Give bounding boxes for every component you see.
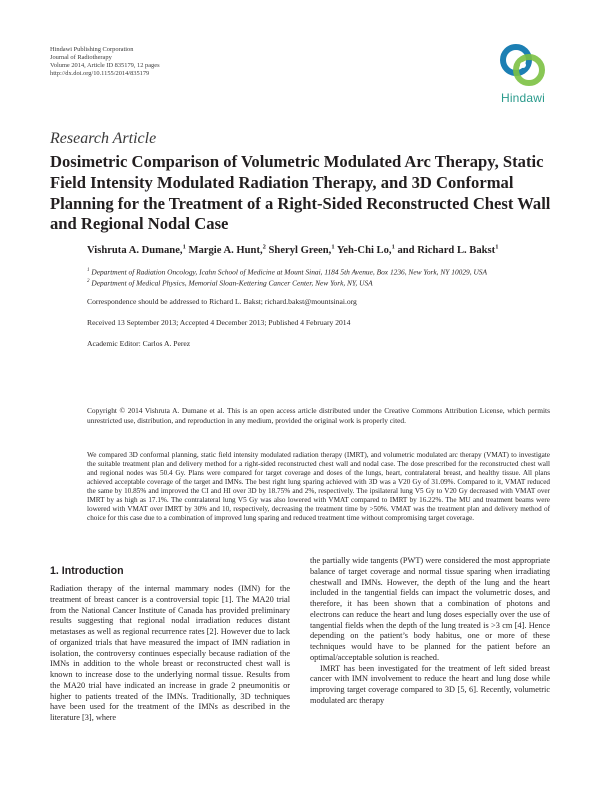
- author: Margie A. Hunt,$^2$: [188, 243, 266, 256]
- abstract: We compared 3D conformal planning, static field intensity modulated radiation therapy (IMRT), and volumetric modulated arc therapy (VMAT) to investigate the suitable treatment plan and delivery method for a right-sided reconstructed chest wall and nodal case. The dose prescribed for the reconstructed chest wall and regional nodes was 50.4 Gy. Plans were compared for target coverage and doses of the lungs, heart, contralateral breast, and healthy tissue. All plans achieved acceptable coverage of the target and IMNs. The best right lung sparing achieved with 3D was a V20 Gy of 31.09%. Compared to it, VMAT reduced the same by 10.85% and improved the CI and HI over 3D by 18.75% and 2%, respectively. The ipsilateral lung V5 Gy to V20 Gy decreased with VMAT over IMRT by as high as 17.1%. The contralateral lung V5 Gy was also lowered with VMAT compared to IMRT by 16.22%. The MU and treatment beams were lowered with VMAT over IMRT by 30% and 10, respectively, decreasing the treatment time by >50%. VMAT was the treatment plan and delivery method of choice for this case due to a combination of improved lung sparing and reduced treatment time without compromising target coverage.: [87, 451, 550, 523]
- copyright-notice: Copyright © 2014 Vishruta A. Dumane et al. This is an open access article distributed under the Creative Commons Attribution License, which permits unrestricted use, distribution, and reproduction in any medium, provided the original work is properly cited.: [87, 406, 550, 425]
- article-type: Research Article: [50, 130, 157, 147]
- logo-text: Hindawi: [500, 91, 546, 105]
- paragraph: IMRT has been investigated for the treatment of left sided breast cancer with IMN involvement to reduce the heart and lung dose while improving target coverage compared to 3D [5, 6]. Recently, volumetric modulated arc therapy: [310, 663, 550, 705]
- affiliation: $^1$ Department of Radiation Oncology, Icahn School of Medicine at Mount Sinai, 1184 5th Avenue, Box 1236, New York, NY 10029, USA: [87, 267, 487, 277]
- paragraph: the partially wide tangents (PWT) were considered the most appropriate balance of target coverage and normal tissue sparing when irradiating chestwall and IMNs. However, the depth of the lung and the heart included in the tangential fields can impact the volumetric doses, and therefore, it has been shown that a combination of photons and electrons can reduce the heart and lung doses especially over the use of tangential fields when the depth of the lung treated is >3 cm [4]. Hence depending on the patient’s body habitus, one or more of these techniques would have to be planned for the patient before an optimal/acceptable solution is reached.: [310, 556, 550, 662]
- volume-line: Volume 2014, Article ID 835179, 12 pages: [50, 62, 160, 69]
- affiliation: $^2$ Department of Medical Physics, Memorial Sloan-Kettering Cancer Center, New York, NY, USA: [87, 278, 373, 288]
- doi-link[interactable]: http://dx.doi.org/10.1155/2014/835179: [50, 70, 150, 77]
- author: Yeh-Chi Lo,$^1$: [336, 243, 395, 256]
- author: and Richard L. Bakst$^1$: [397, 243, 499, 256]
- journal-header: [50, 46, 160, 78]
- author: Sheryl Green,$^1$: [268, 243, 335, 256]
- hindawi-logo-icon: [493, 42, 553, 90]
- body-column-left: [50, 584, 290, 724]
- author: Vishruta A. Dumane,$^1$: [87, 243, 186, 256]
- journal-name: Journal of Radiotherapy: [50, 54, 112, 61]
- publication-dates: Received 13 September 2013; Accepted 4 December 2013; Published 4 February 2014: [87, 318, 351, 327]
- body-column-right: [310, 556, 550, 707]
- paragraph: Radiation therapy of the internal mammary nodes (IMN) for the treatment of breast cancer is a controversial topic [1]. The MA20 trial from the National Cancer Institute of Canada has provided preliminary results suggesting that regional nodal irradiation reduces distant metastases as well as regional recurrence rates [2]. However due to lack of organized trials that have measured the impact of IMN radiation in isolation, the controversy continues especially because radiation of the IMNs in addition to the whole breast or reconstructed chest wall is known to increase dose to the underlying normal tissue. Results from the MA20 trial have indicated an increase in grade 2 pneumonitis or higher to patients treated of the IMNs. Traditionally, 3D techniques have been used for the treatment of the IMNs as described in the literature [3], where: [50, 584, 290, 722]
- academic-editor: Academic Editor: Carlos A. Perez: [87, 339, 191, 348]
- publisher: Hindawi Publishing Corporation: [50, 46, 134, 53]
- correspondence: Correspondence should be addressed to Richard L. Bakst; richard.bakst@mountsinai.org: [87, 297, 357, 306]
- section-title: 1. Introduction: [50, 565, 124, 577]
- paper-title: Dosimetric Comparison of Volumetric Modulated Arc Therapy, Static Field Intensity Modulated Radiation Therapy, and 3D Conformal Planning for the Treatment of a Right-Sided Reconstructed Chest Wall and Regional Nodal Case: [50, 152, 551, 234]
- author-list: [87, 243, 498, 256]
- hindawi-logo: [493, 42, 553, 108]
